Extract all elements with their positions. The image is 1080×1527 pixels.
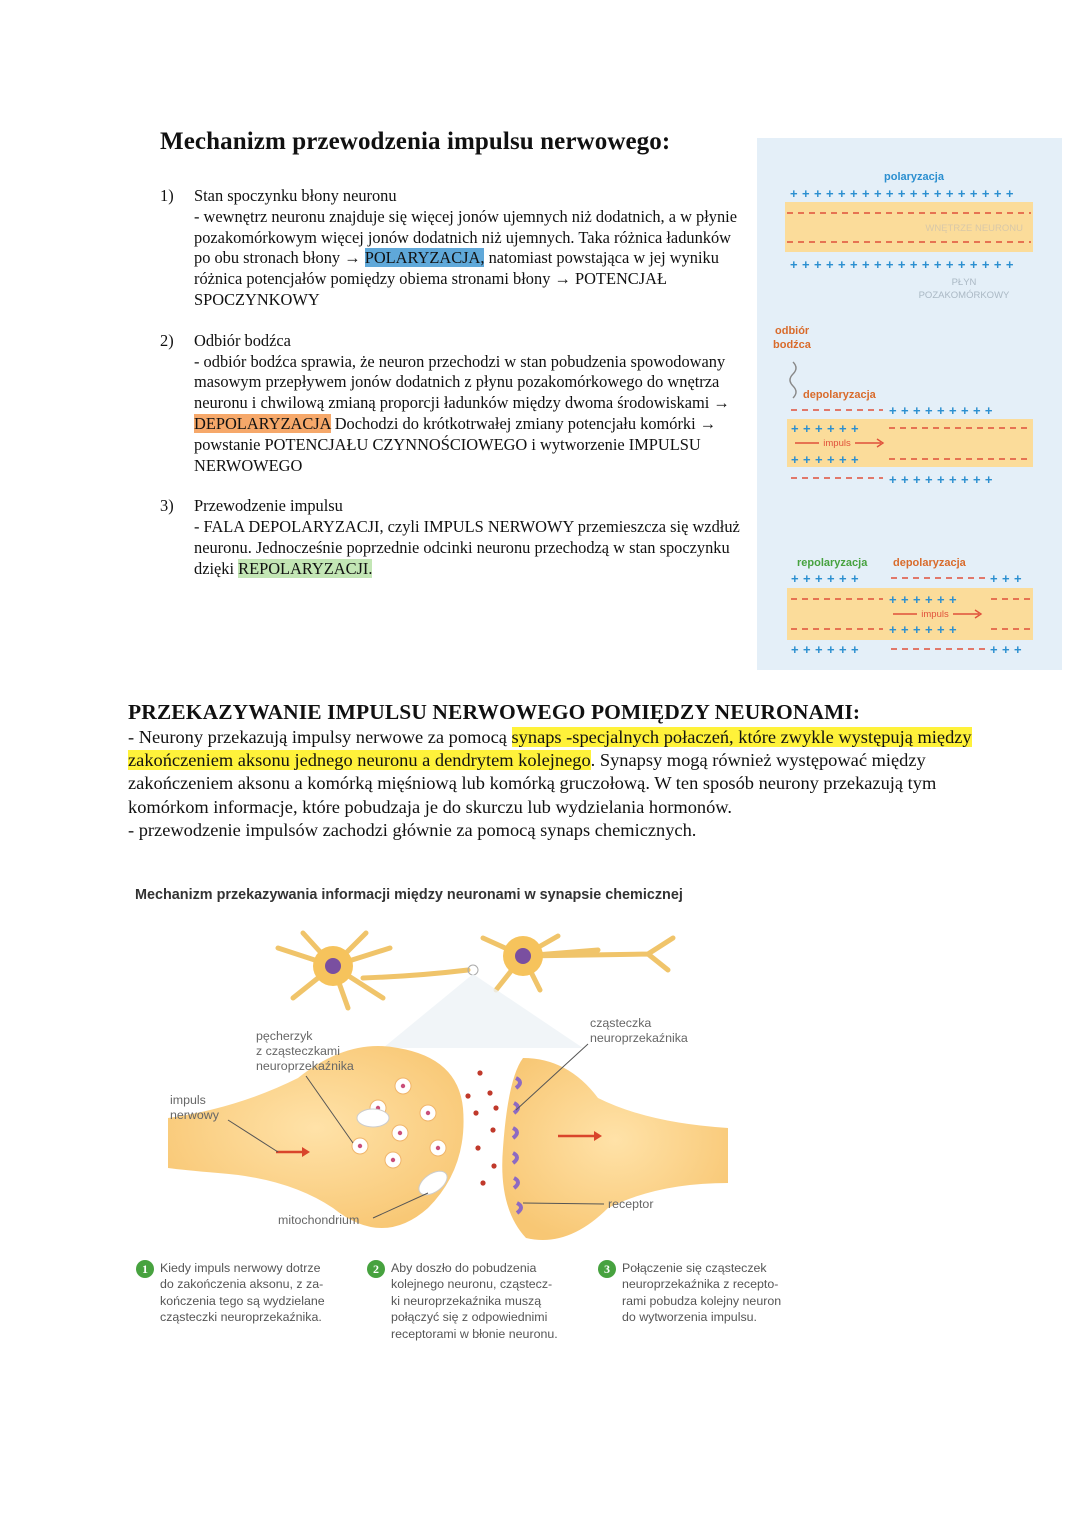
label-mitochondrium: mitochondrium — [278, 1213, 360, 1227]
label-repolaryzacja: repolaryzacja — [797, 557, 868, 569]
plus-row-icon: ++++++ — [791, 642, 863, 657]
step-text: - wewnętrz neuronu znajduje się więcej jonów ujemnych niż dodatnich, a w płynie pozakomórkowym więcej jonów dodatnich niż ujemnych. Taka różnica ładunków po obu stronach błony → POLARYZACJA, natomiast powstająca w jej wyniku różnica potencjałów pomiędzy obiema stronami błony → POTENCJAŁ SPOCZYNKOWY — [194, 206, 737, 309]
highlight-polaryzacja: POLARYZACJA, — [364, 248, 485, 268]
step-heading: Stan spoczynku błony neuronu — [194, 186, 397, 205]
step-resting — [160, 186, 750, 311]
plus-row-icon: ++++++ — [791, 421, 863, 436]
neurotransmitter-molecules — [465, 1070, 498, 1185]
step-text: - FALA DEPOLARYZACJI, czyli IMPULS NERWOWY przemieszcza się wzdłuż neuronu. Jednocześnie poprzednie odcinki neuronu przechodzą w stan spoczynku dzięki REPOLARYZACJI. — [194, 517, 740, 578]
panel-depolarization — [773, 325, 1033, 487]
steps-list — [160, 186, 750, 600]
label-wnetrze: WNĘTRZE NEURONU — [925, 223, 1023, 234]
step-heading: Przewodzenie impulsu — [194, 496, 343, 516]
step-number: 1) — [160, 186, 174, 205]
caption-2: 2 Aby doszło do pobudzenia kolejnego neuronu, cząstecz- ki neuroprzekaźnika muszą połączyć się z odpowiednimi receptorami w błonie neuronu. — [367, 1260, 597, 1342]
svg-text:z cząsteczkami: z cząsteczkami — [256, 1044, 340, 1058]
zoom-cone — [383, 974, 583, 1048]
section-paragraph: - Neurony przekazują impulsy nerwowe za pomocą synaps -specjalnych połaczeń, które zwykle występują między zakończeniem aksonu jednego neuronu a dendrytem kolejnego. Synapsy mogą również występować między zakończeniem aksonu a komórką mięśniową lub komórką gruczołową. W ten sposób neurony przekazują tym komórkom informacje, które pobudzaja je do skurczu lub wydzielania hormonów. - przewodzenie impulsów zachodzi głównie za pomocą synaps chemicznych. — [128, 727, 972, 840]
label-impulse: impuls — [170, 1093, 206, 1107]
caption-3: 3 Połączenie się cząsteczek neuroprzekaźnika z recepto- rami pobudza kolejny neuron do wytworzenia impulsu. — [598, 1260, 828, 1326]
step-number: 2) — [160, 330, 174, 350]
step-conduction — [160, 496, 750, 579]
plus-row-icon: ++++++ — [791, 571, 863, 586]
label-vesicle: pęcherzyk — [256, 1029, 313, 1043]
step-badge: 3 — [598, 1260, 616, 1278]
label-receptor: receptor — [608, 1197, 654, 1211]
step-stimulus — [160, 331, 750, 477]
label-depolaryzacja-2: depolaryzacja — [893, 557, 966, 569]
step-badge: 1 — [136, 1260, 154, 1278]
step-text: - odbiór bodźca sprawia, że neuron przechodzi w stan pobudzenia spowodowany masowym przepływem jonów dodatnich z płynu pozakomórkowego do wnętrza neuronu i chwilową zmianą proporcji ładunków między dwoma środowiskami → DEPOLARYZACJA Dochodzi do krótkotrwałej zmiany potencjału komórki → powstanie POTENCJAŁU CZYNNOŚCIOWEGO i wytworzenie IMPULSU NERWOWEGO — [194, 351, 730, 475]
step-badge: 2 — [367, 1260, 385, 1278]
plus-row-icon: +++++++++ — [889, 403, 997, 418]
plus-row-icon: +++++++++ — [889, 472, 997, 487]
plus-row-icon: +++++++++++++++++++ — [790, 186, 1018, 201]
plus-row-icon: +++++++++++++++++++ — [790, 257, 1018, 272]
plus-row-icon: ++++++ — [889, 622, 961, 637]
caption-1: 1 Kiedy impuls nerwowy dotrze do zakończenia aksonu, z za- kończenia tego są wydzielane cząsteczki neuroprzekaźnika. — [136, 1260, 366, 1326]
membrane-diagram — [757, 138, 1062, 670]
plus-row-icon: +++ — [990, 571, 1026, 586]
plus-row-icon: ++++++ — [791, 452, 863, 467]
step-number: 3) — [160, 496, 174, 516]
label-depolaryzacja: depolaryzacja — [803, 389, 876, 401]
axon-terminal — [168, 1046, 464, 1228]
highlight-repolaryzacja: REPOLARYZACJI. — [238, 558, 373, 578]
stimulus-squiggle-icon — [790, 362, 796, 398]
label-molecule: cząsteczka — [590, 1016, 652, 1030]
label-bodzca: bodźca — [773, 339, 811, 351]
highlight-depolaryzacja: DEPOLARYZACJA — [194, 413, 331, 433]
highlight-synapsy: synaps -specjalnych połaczeń, które zwykle występują między zakończeniem aksonu jednego neuronu a dendrytem kolejnego — [128, 727, 972, 771]
label-impuls-2: impuls — [921, 609, 949, 620]
label-polaryzacja: polaryzacja — [884, 171, 944, 183]
membrane-diagram-svg — [757, 138, 1062, 670]
panel-polarization — [785, 186, 1033, 301]
svg-text:neuroprzekaźnika: neuroprzekaźnika — [256, 1059, 354, 1073]
plus-row-icon: ++++++ — [889, 592, 961, 607]
page-title: Mechanizm przewodzenia impulsu nerwowego: — [160, 128, 671, 155]
section-paragraph-2: - przewodzenie impulsów zachodzi głównie za pomocą synaps chemicznych. — [128, 819, 697, 840]
section-title: PRZEKAZYWANIE IMPULSU NERWOWEGO POMIĘDZY NEURONAMI: — [128, 700, 861, 724]
step-heading: Odbiór bodźca — [194, 330, 291, 350]
panel-repolarization — [787, 557, 1033, 657]
mitochondrion — [357, 1109, 389, 1127]
svg-text:nerwowy: nerwowy — [170, 1108, 219, 1122]
label-pozakomorkowy: POZAKOMÓRKOWY — [918, 290, 1010, 301]
label-plyn: PŁYN — [951, 277, 977, 288]
postsynaptic-cell — [502, 1058, 728, 1240]
plus-row-icon: +++ — [990, 642, 1026, 657]
label-impuls: impuls — [823, 438, 851, 449]
svg-text:neuroprzekaźnika: neuroprzekaźnika — [590, 1031, 688, 1045]
label-odbior: odbiór — [775, 325, 810, 337]
figure-title: Mechanizm przekazywania informacji między neuronami w synapsie chemicznej — [135, 887, 683, 903]
